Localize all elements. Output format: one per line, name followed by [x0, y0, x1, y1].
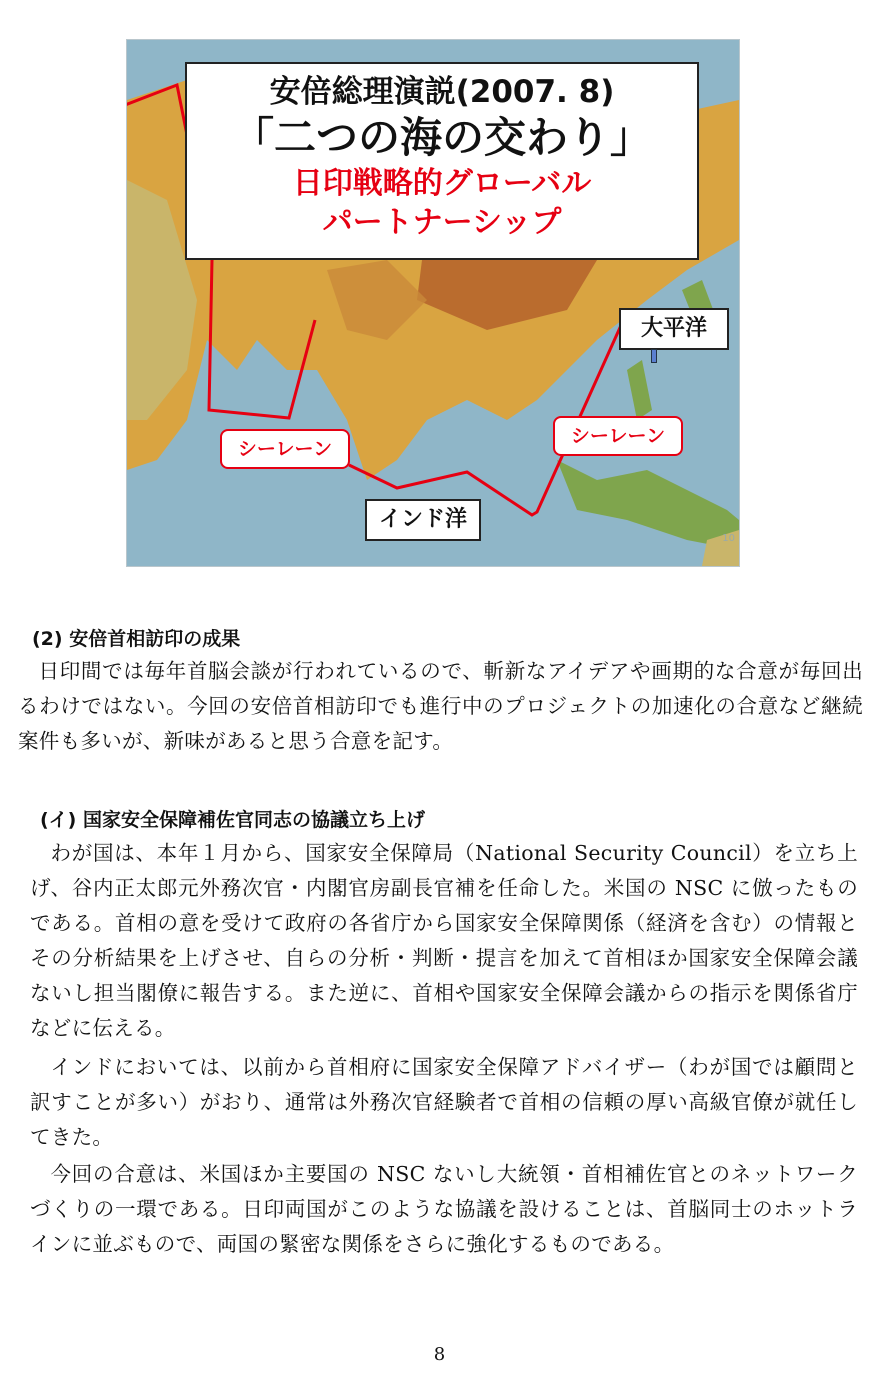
slide-title-speech: 安倍総理演説(2007. 8) — [269, 74, 615, 110]
slide-subtitle-line1: 日印戦略的グローバル — [292, 166, 592, 201]
paragraph-agreement: 今回の合意は、米国ほか主要国の NSC ないし大統領・首相補佐官とのネットワークづくりの一環である。日印両国がこのような協議を設けることは、首脳同士のホットラインに並ぶもので、両国の緊密な関係をさらに強化するものである。 — [30, 1162, 858, 1256]
slide-number: 10 — [722, 533, 735, 544]
paragraph-india-nsa: インドにおいては、以前から首相府に国家安全保障アドバイザー（わが国では顧問と訳すことが多い）がおり、通常は外務次官経験者で首相の信頼の厚い高級官僚が就任してきた。 — [30, 1055, 858, 1149]
paragraph-results: 日印間では毎年首脳会談が行われているので、斬新なアイデアや画期的な合意が毎回出るわけではない。今回の安倍首相訪印でも進行中のプロジェクトの加速化の合意など継続案件も多いが、新味があると思う合意を記す。 — [18, 659, 863, 753]
pacific-ocean-label: 大平洋 — [619, 308, 729, 350]
slide-subtitle-line2: パートナーシップ — [322, 205, 562, 240]
sea-lane-label-right: シーレーン — [553, 416, 683, 456]
page-number: 8 — [433, 1344, 446, 1365]
sea-lane-label-left: シーレーン — [220, 429, 350, 469]
map-slide — [126, 39, 740, 567]
map-pin-icon — [651, 349, 657, 363]
slide-title-box — [185, 62, 699, 260]
paragraph-japan-nsc: わが国は、本年１月から、国家安全保障局（National Security Council）を立ち上げ、谷内正太郎元外務次官・内閣官房副長官補を任命した。米国の NSC に倣ったものである。首相の意を受けて政府の各省庁から国家安全保障関係（経済を含む）の情報とその分析結果を上げさせ、自らの分析・判断・提言を加えて首相ほか国家安全保障会議ないし担当閣僚に報告する。また逆に、首相や国家安全保障会議からの指示を関係省庁などに伝える。 — [30, 841, 858, 1040]
indian-ocean-label: インド洋 — [365, 499, 481, 541]
section-heading-results: (2) 安倍首相訪印の成果 — [32, 628, 241, 650]
section-heading-nsa-consultation: (イ) 国家安全保障補佐官同志の協議立ち上げ — [40, 809, 425, 831]
slide-title-main: 「二つの海の交わり」 — [231, 113, 652, 162]
